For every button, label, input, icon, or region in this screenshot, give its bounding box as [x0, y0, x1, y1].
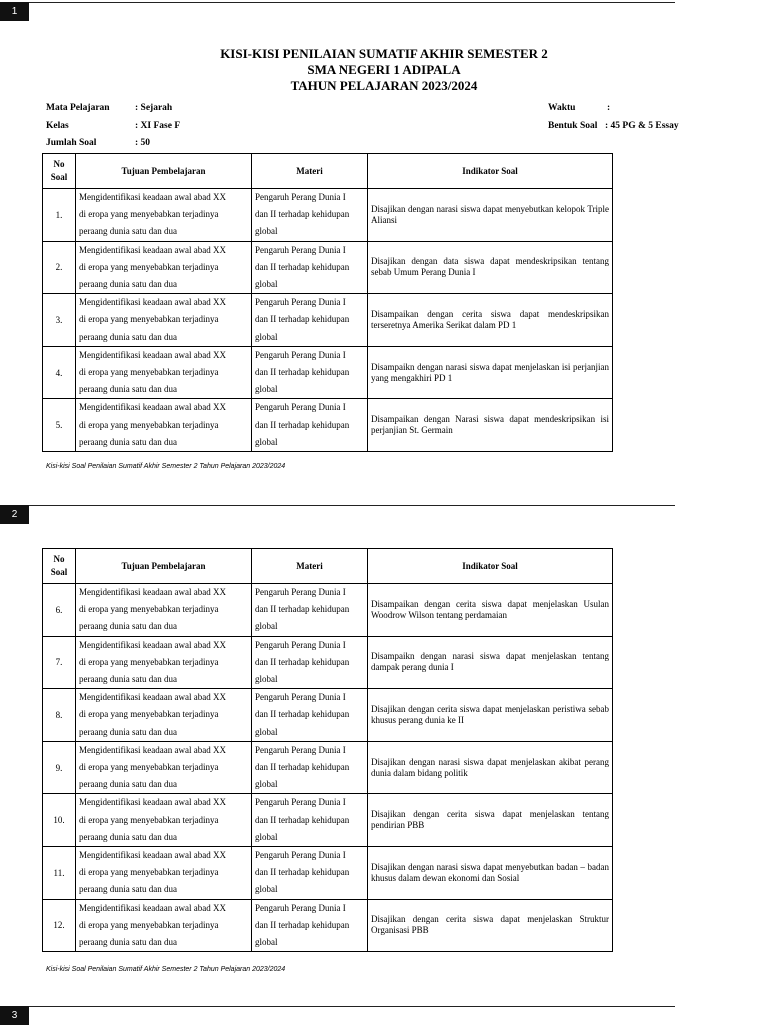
- table-row: [43, 399, 613, 452]
- header-no: No Soal: [43, 154, 76, 189]
- row-indikator: Disajikan dengan cerita siswa dapat menjelaskan peristiwa sebab khusus perang dunia ke II: [368, 689, 613, 742]
- row-number: 10.: [43, 794, 76, 847]
- header-indikator: Indikator Soal: [368, 154, 613, 189]
- row-indikator: Disampaikan dengan Narasi siswa dapat mendeskripsikan isi perjanjian St. Germain: [368, 399, 613, 452]
- row-materi: Pengaruh Perang Dunia I dan II terhadap kehidupan global: [252, 899, 368, 952]
- table-row: [43, 847, 613, 900]
- row-materi: Pengaruh Perang Dunia I dan II terhadap kehidupan global: [252, 847, 368, 900]
- row-materi: Pengaruh Perang Dunia I dan II terhadap kehidupan global: [252, 399, 368, 452]
- table-row: [43, 241, 613, 294]
- page-footer: Kisi-kisi Soal Penilaian Sumatif Akhir Semester 2 Tahun Pelajaran 2023/2024: [46, 966, 286, 973]
- row-number: 9.: [43, 741, 76, 794]
- row-materi: Pengaruh Perang Dunia I dan II terhadap kehidupan global: [252, 584, 368, 637]
- page-number-badge: 3: [0, 1006, 29, 1025]
- row-materi: Pengaruh Perang Dunia I dan II terhadap kehidupan global: [252, 346, 368, 399]
- table-row: [43, 689, 613, 742]
- header-no: No Soal: [43, 549, 76, 584]
- row-tujuan: Mengidentifikasi keadaan awal abad XX di eropa yang menyebabkan terjadinya peraang dunia satu dan dua: [76, 241, 252, 294]
- header-tujuan: Tujuan Pembelajaran: [76, 549, 252, 584]
- subject-label: Mata Pelajaran: [46, 103, 110, 113]
- row-number: 12.: [43, 899, 76, 952]
- row-tujuan: Mengidentifikasi keadaan awal abad XX di eropa yang menyebabkan terjadinya peraang dunia satu dan dua: [76, 189, 252, 242]
- row-materi: Pengaruh Perang Dunia I dan II terhadap kehidupan global: [252, 689, 368, 742]
- row-indikator: Disajikan dengan narasi siswa dapat menyebutkan badan – badan khusus dalam dewan ekonomi dan Sosial: [368, 847, 613, 900]
- row-tujuan: Mengidentifikasi keadaan awal abad XX di eropa yang menyebabkan terjadinya peraang dunia satu dan dua: [76, 346, 252, 399]
- row-indikator: Disampaikan dengan cerita siswa dapat menjelaskan Usulan Woodrow Wilson tentang perdamaian: [368, 584, 613, 637]
- subject-value: : Sejarah: [135, 103, 173, 113]
- row-indikator: Disampaikn dengan narasi siswa dapat menjelaskan tentang dampak perang dunia I: [368, 636, 613, 689]
- row-number: 7.: [43, 636, 76, 689]
- table-row: [43, 636, 613, 689]
- row-number: 4.: [43, 346, 76, 399]
- row-tujuan: Mengidentifikasi keadaan awal abad XX di eropa yang menyebabkan terjadinya peraang dunia satu dan dua: [76, 689, 252, 742]
- page-separator: [29, 1006, 675, 1007]
- question-form-value: : 45 PG & 5 Essay: [605, 121, 679, 131]
- table-row: [43, 899, 613, 952]
- header-materi: Materi: [252, 549, 368, 584]
- row-tujuan: Mengidentifikasi keadaan awal abad XX di eropa yang menyebabkan terjadinya peraang dunia satu dan dua: [76, 899, 252, 952]
- table-row: [43, 794, 613, 847]
- row-number: 11.: [43, 847, 76, 900]
- row-indikator: Disampaikan dengan cerita siswa dapat mendeskripsikan terseretnya Amerika Serikat dalam PD 1: [368, 294, 613, 347]
- document-title: KISI-KISI PENILAIAN SUMATIF AKHIR SEMESTER 2: [220, 46, 548, 61]
- class-value: : XI Fase F: [135, 121, 181, 131]
- row-number: 6.: [43, 584, 76, 637]
- header-indikator: Indikator Soal: [368, 549, 613, 584]
- table-row: [43, 741, 613, 794]
- row-tujuan: Mengidentifikasi keadaan awal abad XX di eropa yang menyebabkan terjadinya peraang dunia satu dan dua: [76, 399, 252, 452]
- row-indikator: Disajikan dengan cerita siswa dapat menjelaskan Struktur Organisasi PBB: [368, 899, 613, 952]
- table-row: [43, 294, 613, 347]
- grid-table-page-1: [42, 153, 613, 452]
- row-indikator: Disampaikn dengan narasi siswa dapat menjelaskan isi perjanjian yang mengakhiri PD 1: [368, 346, 613, 399]
- row-indikator: Disajikan dengan data siswa dapat mendeskripsikan tentang sebab Umum Perang Dunia I: [368, 241, 613, 294]
- row-number: 3.: [43, 294, 76, 347]
- page-separator: [29, 505, 675, 506]
- row-number: 8.: [43, 689, 76, 742]
- row-tujuan: Mengidentifikasi keadaan awal abad XX di eropa yang menyebabkan terjadinya peraang dunia satu dan dua: [76, 794, 252, 847]
- row-number: 2.: [43, 241, 76, 294]
- row-indikator: Disajikan dengan narasi siswa dapat menyebutkan kelopok Triple Aliansi: [368, 189, 613, 242]
- table-row: [43, 346, 613, 399]
- header-materi: Materi: [252, 154, 368, 189]
- table-row: [43, 584, 613, 637]
- time-value: :: [607, 103, 611, 113]
- row-tujuan: Mengidentifikasi keadaan awal abad XX di eropa yang menyebabkan terjadinya peraang dunia satu dan dua: [76, 636, 252, 689]
- time-label: Waktu: [548, 103, 576, 113]
- row-materi: Pengaruh Perang Dunia I dan II terhadap kehidupan global: [252, 189, 368, 242]
- row-tujuan: Mengidentifikasi keadaan awal abad XX di eropa yang menyebabkan terjadinya peraang dunia satu dan dua: [76, 584, 252, 637]
- row-tujuan: Mengidentifikasi keadaan awal abad XX di eropa yang menyebabkan terjadinya peraang dunia satu dan dua: [76, 294, 252, 347]
- row-materi: Pengaruh Perang Dunia I dan II terhadap kehidupan global: [252, 636, 368, 689]
- row-materi: Pengaruh Perang Dunia I dan II terhadap kehidupan global: [252, 741, 368, 794]
- page-number-badge: 2: [0, 505, 29, 524]
- row-number: 1.: [43, 189, 76, 242]
- row-indikator: Disajikan dengan narasi siswa dapat menjelaskan akibat perang dunia dalam bidang politik: [368, 741, 613, 794]
- row-materi: Pengaruh Perang Dunia I dan II terhadap kehidupan global: [252, 794, 368, 847]
- academic-year: TAHUN PELAJARAN 2023/2024: [290, 78, 478, 93]
- table-header-row: [43, 154, 613, 189]
- question-form-label: Bentuk Soal: [548, 121, 598, 131]
- row-materi: Pengaruh Perang Dunia I dan II terhadap kehidupan global: [252, 294, 368, 347]
- page-number-badge: 1: [0, 2, 29, 21]
- header-tujuan: Tujuan Pembelajaran: [76, 154, 252, 189]
- row-materi: Pengaruh Perang Dunia I dan II terhadap kehidupan global: [252, 241, 368, 294]
- page-footer: Kisi-kisi Soal Penilaian Sumatif Akhir Semester 2 Tahun Pelajaran 2023/2024: [46, 463, 286, 470]
- row-indikator: Disajikan dengan cerita siswa dapat menjelaskan tentang pendirian PBB: [368, 794, 613, 847]
- class-label: Kelas: [46, 121, 69, 131]
- table-row: [43, 189, 613, 242]
- row-tujuan: Mengidentifikasi keadaan awal abad XX di eropa yang menyebabkan terjadinya peraang dunia satu dan dua: [76, 741, 252, 794]
- row-tujuan: Mengidentifikasi keadaan awal abad XX di eropa yang menyebabkan terjadinya peraang dunia satu dan dua: [76, 847, 252, 900]
- school-name: SMA NEGERI 1 ADIPALA: [307, 62, 461, 77]
- question-count-label: Jumlah Soal: [46, 138, 97, 148]
- page-separator: [29, 2, 675, 3]
- table-header-row: [43, 549, 613, 584]
- row-number: 5.: [43, 399, 76, 452]
- grid-table-page-2: [42, 548, 613, 952]
- question-count-value: : 50: [135, 138, 151, 148]
